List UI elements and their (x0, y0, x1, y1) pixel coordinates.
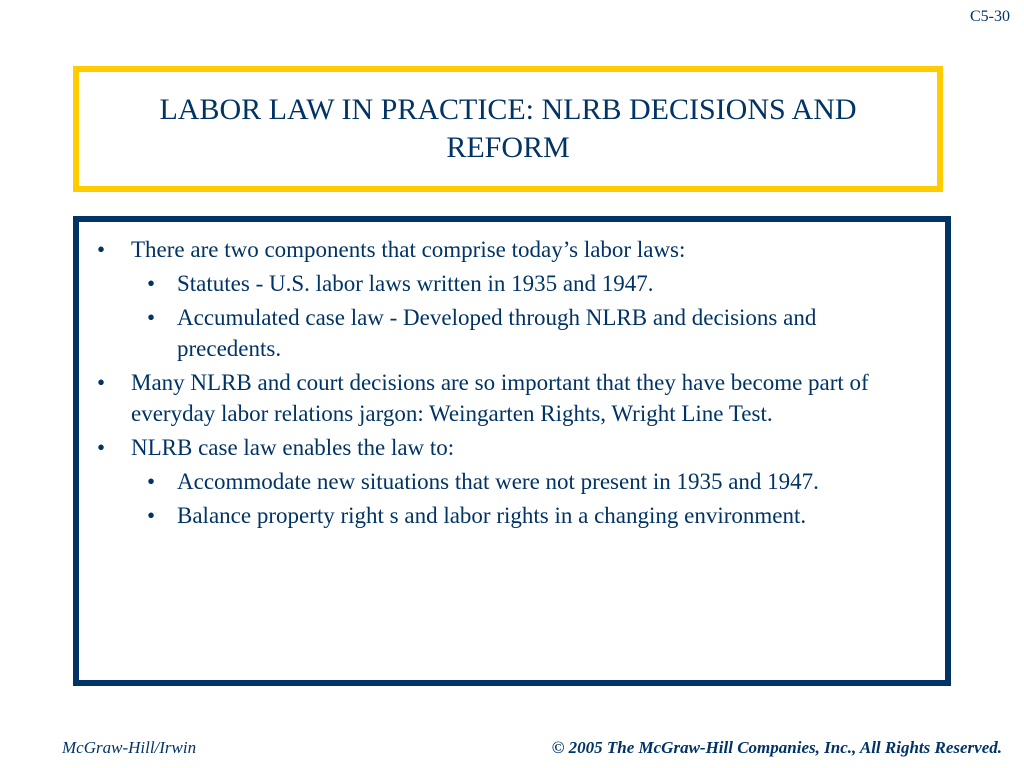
bullet-list (89, 234, 921, 531)
sub-bullet-item (131, 302, 921, 364)
bullet-marker: • (97, 435, 106, 460)
sub-bullet-list (131, 268, 921, 364)
sub-bullet-text: Accumulated case law - Developed through NLRB and decisions and precedents. (177, 305, 817, 361)
sub-bullet-text: Balance property right s and labor rights in a changing environment. (177, 503, 807, 528)
bullet-text: Many NLRB and court decisions are so important that they have become part of everyday labor relations jargon: Weingarten Rights, Wright Line Test. (131, 370, 869, 426)
title-box (73, 66, 943, 192)
bullet-item (89, 367, 921, 429)
sub-bullet-item (131, 500, 921, 531)
bullet-marker: • (97, 370, 106, 395)
slide-number: C5-30 (970, 8, 1010, 25)
bullet-marker: • (97, 237, 106, 262)
content-box (73, 216, 951, 686)
publisher-footer: McGraw-Hill/Irwin (62, 738, 197, 757)
sub-bullet-item (131, 268, 921, 299)
slide-title: LABOR LAW IN PRACTICE: NLRB DECISIONS AND REFORM (159, 93, 857, 164)
bullet-item (89, 234, 921, 364)
sub-bullet-text: Statutes - U.S. labor laws written in 1935 and 1947. (177, 271, 654, 296)
bullet-marker: • (147, 469, 156, 494)
bullet-marker: • (147, 271, 156, 296)
bullet-marker: • (147, 503, 156, 528)
sub-bullet-item (131, 466, 921, 497)
copyright-footer: © 2005 The McGraw-Hill Companies, Inc., All Rights Reserved. (551, 738, 1002, 757)
sub-bullet-text: Accommodate new situations that were not present in 1935 and 1947. (177, 469, 819, 494)
bullet-text: NLRB case law enables the law to: (131, 435, 455, 460)
bullet-marker: • (147, 305, 156, 330)
sub-bullet-list (131, 466, 921, 531)
bullet-text: There are two components that comprise today’s labor laws: (131, 237, 686, 262)
bullet-item (89, 432, 921, 531)
